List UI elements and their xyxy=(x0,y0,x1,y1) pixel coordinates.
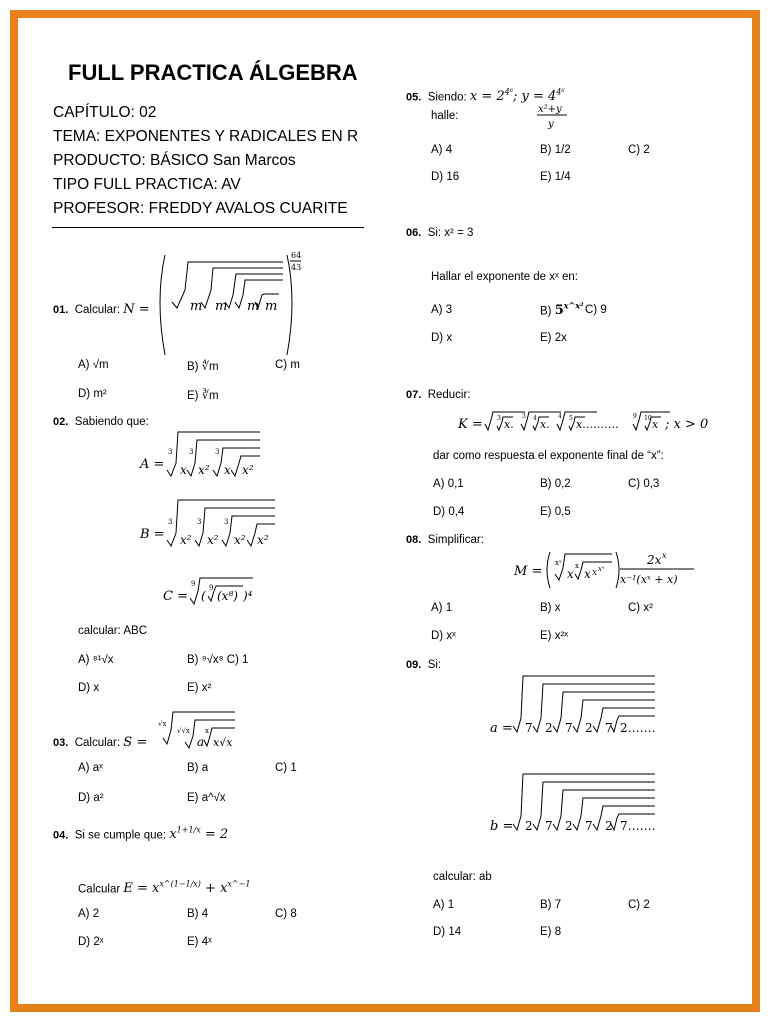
svg-text:x²: x² xyxy=(207,533,219,547)
svg-text:)⁴: )⁴ xyxy=(243,589,253,603)
svg-text:x²: x² xyxy=(198,463,210,477)
svg-text:3: 3 xyxy=(497,415,501,422)
svg-text:2: 2 xyxy=(565,819,573,833)
question-03: 03. Calcular: S = xyxy=(53,735,148,750)
q08-option-c[interactable]: C) x² xyxy=(628,602,653,614)
q07-option-d[interactable]: D) 0,4 xyxy=(433,506,465,518)
svg-text:3: 3 xyxy=(197,518,202,526)
q05-option-d[interactable]: D) 16 xyxy=(431,171,460,183)
svg-text:2: 2 xyxy=(605,819,613,833)
svg-text:(: ( xyxy=(201,589,206,603)
svg-text:9: 9 xyxy=(633,413,637,420)
q06-option-b[interactable]: B) $5^{x\^{}x^2}$ xyxy=(540,301,584,319)
svg-text:m: m xyxy=(265,299,278,314)
q08-option-a[interactable]: A) 1 xyxy=(431,602,453,614)
svg-text:4: 4 xyxy=(558,413,562,420)
q05-option-b[interactable]: B) 1/2 xyxy=(540,144,571,156)
svg-text:x²: x² xyxy=(242,463,254,477)
svg-text:x.………: x.……… xyxy=(576,418,619,431)
q09-option-e[interactable]: E) 8 xyxy=(540,926,562,938)
q02-radicals xyxy=(135,428,295,613)
q02-option-e[interactable]: E) x² xyxy=(187,682,212,694)
topic-line: TEMA: EXPONENTES Y RADICALES EN R xyxy=(53,128,359,145)
svg-text:x: x xyxy=(662,551,667,560)
q03-option-b[interactable]: B) a xyxy=(187,762,209,774)
q04-option-a[interactable]: A) 2 xyxy=(78,908,100,920)
svg-text:3: 3 xyxy=(224,518,229,526)
svg-text:x: x xyxy=(224,463,231,477)
q07-option-a[interactable]: A) 0,1 xyxy=(433,478,464,490)
q03-option-c[interactable]: C) 1 xyxy=(275,762,297,774)
q06-option-e[interactable]: E) 2x xyxy=(540,332,567,344)
svg-text:x²: x² xyxy=(234,533,246,547)
svg-text:2: 2 xyxy=(525,819,533,833)
q07-option-b[interactable]: B) 0,2 xyxy=(540,478,571,490)
svg-text:x²+y: x²+y xyxy=(538,104,562,115)
svg-text:(x⁸): (x⁸) xyxy=(217,589,238,603)
q05-option-c[interactable]: C) 2 xyxy=(628,144,650,156)
svg-text:y: y xyxy=(548,119,554,130)
svg-text:x: x xyxy=(567,567,574,581)
q04-option-b[interactable]: B) 4 xyxy=(187,908,209,920)
q08-option-d[interactable]: D) xˣ xyxy=(431,630,456,642)
svg-text:x: x xyxy=(205,727,209,735)
q01-option-d[interactable]: D) m² xyxy=(78,388,107,400)
page-title: FULL PRACTICA ÁLGEBRA xyxy=(68,60,358,85)
q02-option-a[interactable]: A) ⁸¹√x xyxy=(78,654,114,666)
svg-text:B =: B = xyxy=(140,527,165,542)
q03-option-d[interactable]: D) a² xyxy=(78,792,104,804)
svg-text:3: 3 xyxy=(168,448,173,456)
question-07: 07. Reducir: xyxy=(406,389,471,401)
svg-text:3: 3 xyxy=(522,413,526,420)
q04-option-c[interactable]: C) 8 xyxy=(275,908,297,920)
svg-text:7: 7 xyxy=(585,819,593,833)
svg-text:a =: a = xyxy=(490,721,513,736)
svg-text:2…….: 2……. xyxy=(620,721,656,735)
q02-option-b[interactable]: B) ⁹√x⁸ C) 1 xyxy=(187,654,249,666)
svg-text:4: 4 xyxy=(533,415,537,422)
svg-text:x√x: x√x xyxy=(213,736,233,749)
svg-text:10: 10 xyxy=(644,415,652,422)
question-02: 02. Sabiendo que: xyxy=(53,416,149,428)
q07-product xyxy=(455,404,715,438)
question-05: 05. Siendo: $x = 2^{4^6}$; $y = 4^{4^6}$ xyxy=(406,88,565,105)
q08-option-e[interactable]: E) x²ˣ xyxy=(540,630,569,642)
q03-option-e[interactable]: E) a^√x xyxy=(187,792,226,804)
svg-text:x: x xyxy=(180,463,187,477)
q06-option-a[interactable]: A) 3 xyxy=(431,304,453,316)
q05-option-a[interactable]: A) 4 xyxy=(431,144,453,156)
svg-text:3: 3 xyxy=(215,448,220,456)
q02-option-d[interactable]: D) x xyxy=(78,682,100,694)
svg-text:2: 2 xyxy=(545,721,553,735)
q07-instruction: dar como respuesta el exponente final de “x”: xyxy=(433,450,664,462)
svg-text:3: 3 xyxy=(189,448,194,456)
q01-nested-radical xyxy=(155,250,315,360)
product-line: PRODUCTO: BÁSICO San Marcos xyxy=(53,152,296,169)
svg-text:m: m xyxy=(190,299,203,314)
svg-text:b =: b = xyxy=(490,819,514,834)
type-line: TIPO FULL PRACTICA: AV xyxy=(53,176,241,193)
svg-text:2: 2 xyxy=(585,721,593,735)
svg-text:x: x xyxy=(652,418,659,431)
q02-calc-abc: calcular: ABC xyxy=(78,625,148,637)
svg-text:x: x xyxy=(592,568,598,578)
q09-nested-radicals xyxy=(485,670,665,860)
q04-option-d[interactable]: D) 2ˣ xyxy=(78,936,104,948)
svg-text:√x: √x xyxy=(158,720,167,728)
q03-option-a[interactable]: A) aˣ xyxy=(78,762,103,774)
question-04: 04. Si se cumple que: $x^{1+1/x} = 2$ xyxy=(53,826,229,843)
header-divider xyxy=(52,227,364,228)
svg-text:7: 7 xyxy=(565,721,573,735)
q01-option-a[interactable]: A) √m xyxy=(78,359,109,371)
q09-option-b[interactable]: B) 7 xyxy=(540,899,562,911)
svg-text:xˣ: xˣ xyxy=(555,559,562,567)
teacher-line: PROFESOR: FREDDY AVALOS CUARITE xyxy=(53,200,348,217)
svg-text:a: a xyxy=(197,735,205,749)
q07-option-c[interactable]: C) 0,3 xyxy=(628,478,660,490)
q06-option-d[interactable]: D) x xyxy=(431,332,453,344)
svg-text:7…….: 7……. xyxy=(620,819,656,833)
svg-text:K =: K = xyxy=(458,417,483,432)
q01-option-e[interactable]: E) ∛m xyxy=(187,390,219,402)
svg-text:x²: x² xyxy=(180,533,192,547)
svg-text:x⁻¹(xˣ + x): x⁻¹(xˣ + x) xyxy=(620,573,678,586)
svg-text:x²: x² xyxy=(257,533,269,547)
svg-text:m: m xyxy=(247,299,260,314)
q06-hallar: Hallar el exponente de xˣ en: xyxy=(431,271,578,283)
svg-text:7: 7 xyxy=(525,721,533,735)
svg-text:2x: 2x xyxy=(647,553,662,567)
question-08: 08. Simplificar: xyxy=(406,534,484,546)
q03-radical xyxy=(155,710,245,760)
q09-option-a[interactable]: A) 1 xyxy=(433,899,455,911)
q09-option-d[interactable]: D) 14 xyxy=(433,926,462,938)
svg-text:xˣ: xˣ xyxy=(598,565,605,573)
svg-text:64: 64 xyxy=(291,251,302,260)
svg-text:x.: x. xyxy=(540,418,550,431)
svg-text:M =: M = xyxy=(514,564,543,579)
q04-option-e[interactable]: E) 4ˣ xyxy=(187,936,212,948)
question-09: 09. Si: xyxy=(406,659,442,671)
q06-option-c[interactable]: C) 9 xyxy=(585,304,607,316)
svg-text:√√x: √√x xyxy=(177,727,190,735)
q05-halle: halle: xyxy=(431,110,459,122)
svg-text:x: x xyxy=(575,562,579,570)
svg-text:43: 43 xyxy=(291,263,302,272)
q09-calc-ab: calcular: ab xyxy=(433,871,492,883)
svg-text:9: 9 xyxy=(209,584,214,592)
q01-option-c[interactable]: C) m xyxy=(275,359,300,371)
svg-text:7: 7 xyxy=(605,721,613,735)
q05-fraction xyxy=(535,100,575,132)
q05-option-e[interactable]: E) 1/4 xyxy=(540,171,571,183)
svg-text:x.: x. xyxy=(504,418,514,431)
svg-text:m: m xyxy=(215,299,228,314)
svg-text:3: 3 xyxy=(168,518,173,526)
question-01: 01. Calcular: N = xyxy=(53,302,150,317)
svg-text:5: 5 xyxy=(569,415,573,422)
svg-text:9: 9 xyxy=(191,580,196,588)
question-06: 06. Si: x² = 3 xyxy=(406,227,474,239)
q07-option-e[interactable]: E) 0,5 xyxy=(540,506,571,518)
svg-text:C =: C = xyxy=(163,589,188,604)
svg-text:x: x xyxy=(584,567,591,581)
svg-text:; x > 0: ; x > 0 xyxy=(665,417,709,432)
q09-option-c[interactable]: C) 2 xyxy=(628,899,650,911)
svg-text:7: 7 xyxy=(545,819,553,833)
q08-expression xyxy=(512,544,712,594)
svg-text:A =: A = xyxy=(140,457,165,472)
q01-option-b[interactable]: B) ∜m xyxy=(187,361,219,373)
q04-calc: Calcular $E = x^{x\^{}(1-1/x)} + x^{x\^{}-1}$ xyxy=(78,880,251,897)
q08-option-b[interactable]: B) x xyxy=(540,602,561,614)
chapter-line: CAPÍTULO: 02 xyxy=(53,104,157,121)
